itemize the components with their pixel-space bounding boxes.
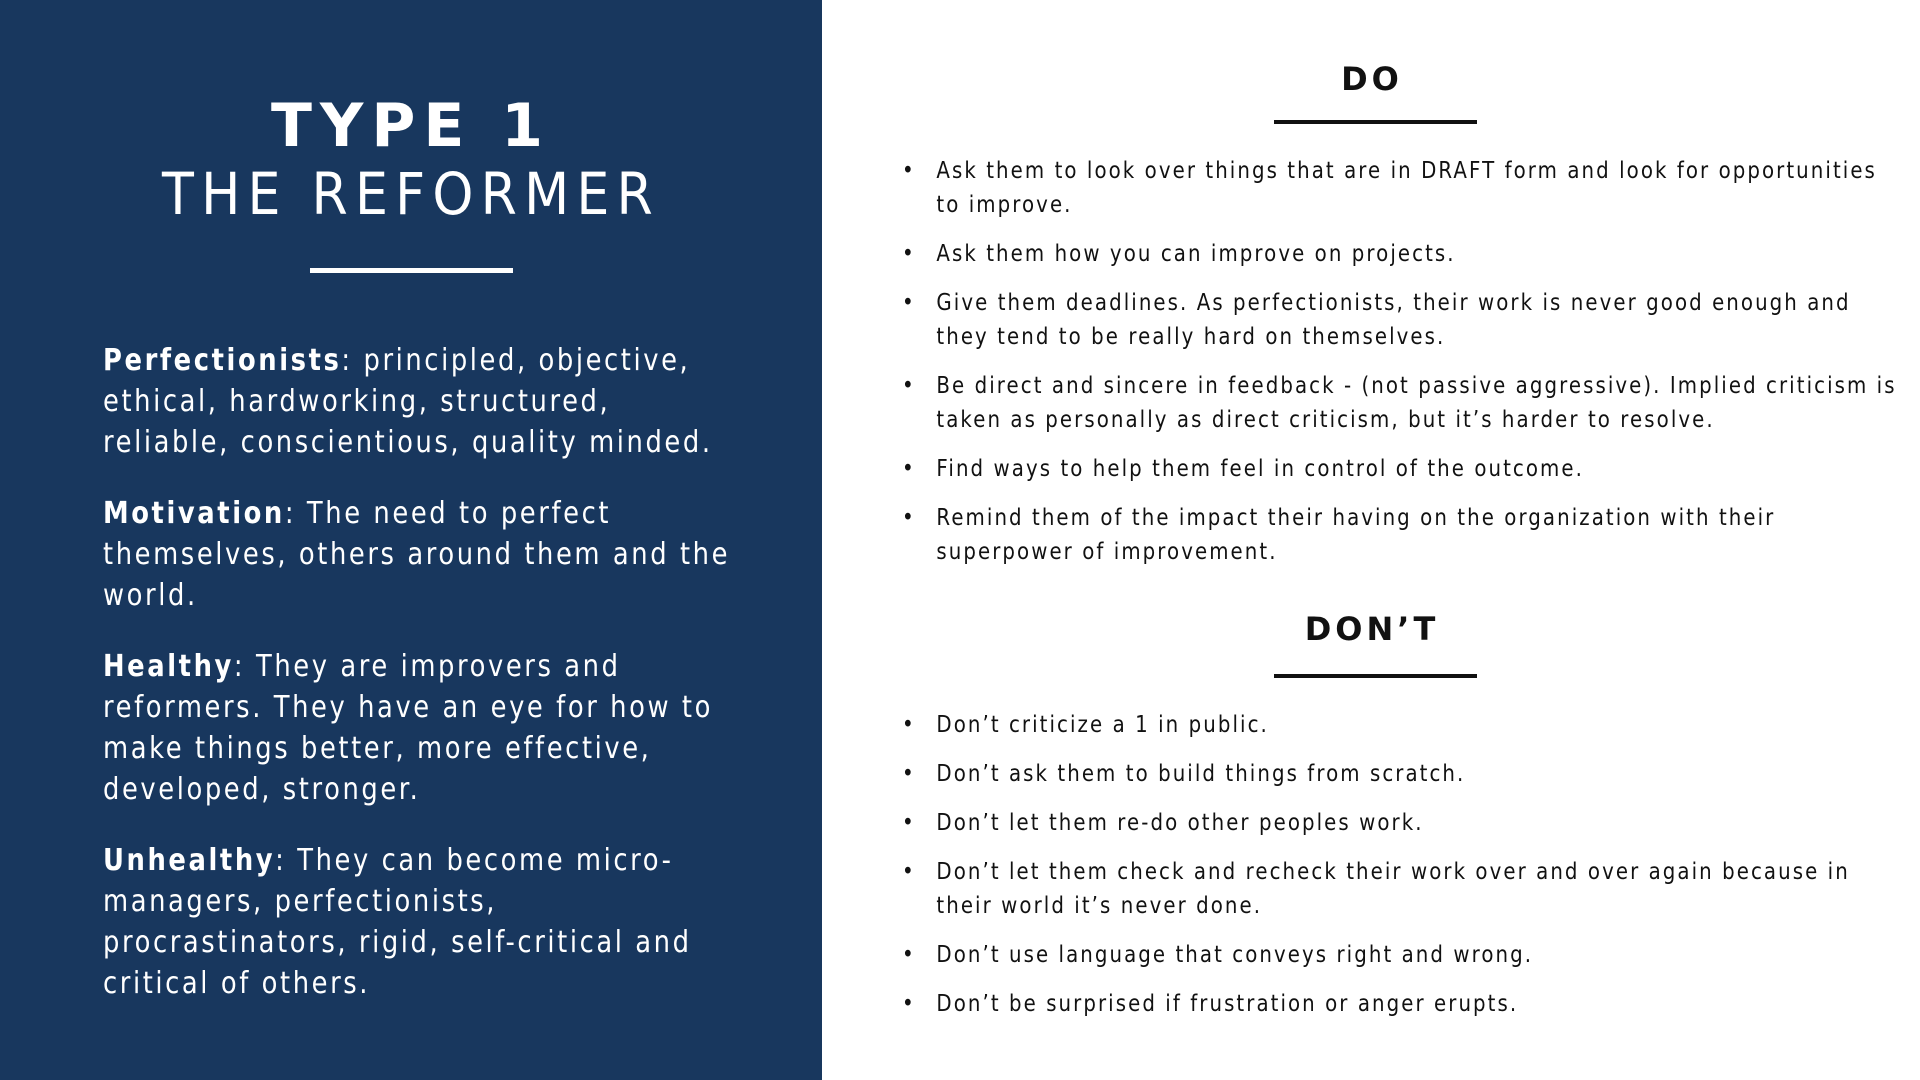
dont-rule	[1274, 674, 1477, 678]
list-item: • Remind them of the impact their having on the organization with their superpower of improvement.	[902, 501, 1908, 569]
trait-label: Unhealthy	[103, 843, 276, 878]
left-panel	[0, 0, 822, 1080]
list-item: • Don’t criticize a 1 in public.	[902, 708, 1908, 742]
trait-perfectionists	[103, 340, 744, 463]
list-item: • Ask them how you can improve on projects.	[902, 237, 1908, 271]
do-title: DO	[1341, 60, 1403, 98]
list-item: • Don’t use language that conveys right and wrong.	[902, 938, 1908, 972]
list-item: • Don’t ask them to build things from scratch.	[902, 757, 1908, 791]
trait-text: : They can become micro-managers, perfectionists, procrastinators, rigid, self-critical and critical of others.	[103, 843, 692, 1001]
list-item: • Don’t let them check and recheck their work over and over again because in their world it’s never done.	[902, 855, 1908, 923]
trait-healthy	[103, 646, 744, 810]
right-panel	[822, 0, 1920, 1080]
trait-text: : They are improvers and reformers. They have an eye for how to make things better, more effective, developed, stronger.	[103, 649, 713, 807]
list-item: • Ask them to look over things that are in DRAFT form and look for opportunities to improve.	[902, 154, 1908, 222]
list-item: • Don’t be surprised if frustration or anger erupts.	[902, 987, 1908, 1021]
trait-label: Perfectionists	[103, 343, 342, 378]
list-item: • Give them deadlines. As perfectionists, their work is never good enough and they tend to be really hard on themselves.	[902, 286, 1908, 354]
trait-text: : The need to perfect themselves, others around them and the world.	[103, 496, 731, 613]
trait-motivation	[103, 493, 744, 616]
trait-unhealthy	[103, 840, 744, 1004]
trait-label: Motivation	[103, 496, 285, 531]
trait-text: : principled, objective, ethical, hardworking, structured, reliable, conscientious, quality minded.	[103, 343, 713, 460]
left-divider	[310, 268, 513, 273]
dont-title: DON’T	[1304, 610, 1440, 648]
list-item: • Be direct and sincere in feedback - (not passive aggressive). Implied criticism is taken as personally as direct criticism, but it’s harder to resolve.	[902, 369, 1908, 437]
type-heading: TYPE 1	[271, 91, 551, 161]
list-item: • Find ways to help them feel in control of the outcome.	[902, 452, 1908, 486]
do-list	[902, 154, 1902, 584]
dont-list	[902, 708, 1902, 1036]
traits-list	[103, 340, 743, 1034]
trait-label: Healthy	[103, 649, 234, 684]
type-subheading: THE REFORMER	[161, 160, 661, 228]
do-rule	[1274, 120, 1477, 124]
list-item: • Don’t let them re-do other peoples work.	[902, 806, 1908, 840]
